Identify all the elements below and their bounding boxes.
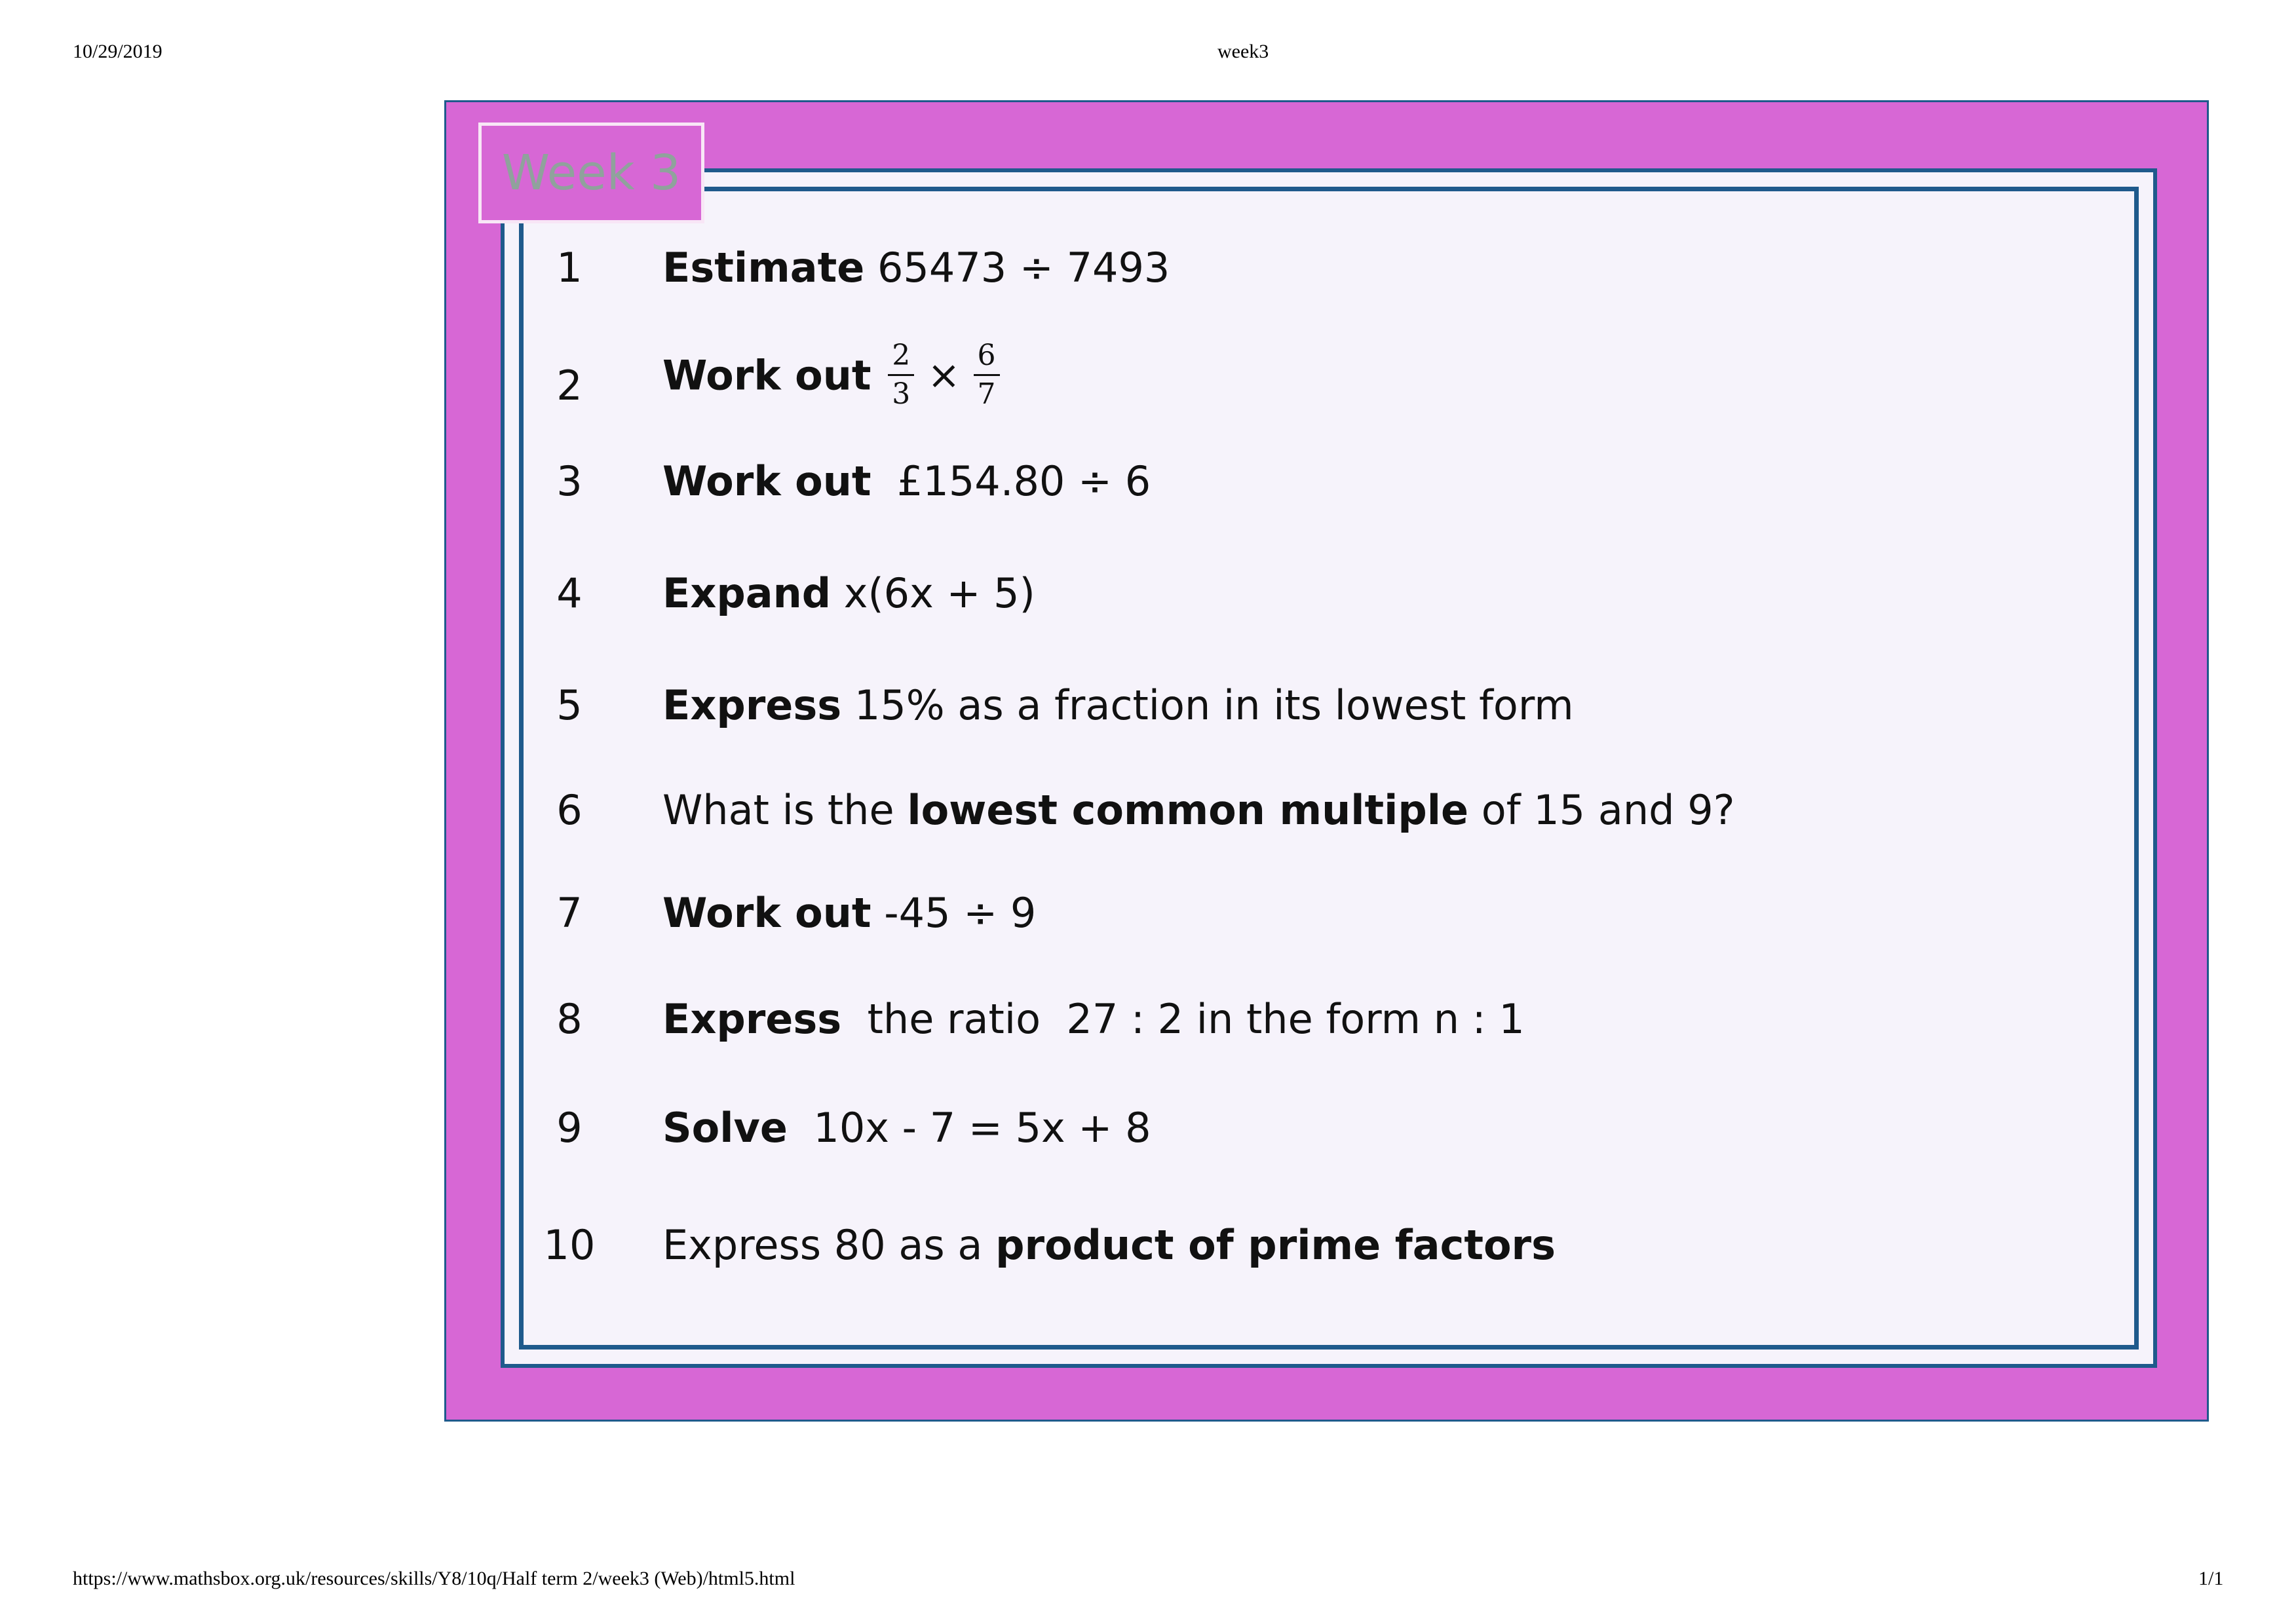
fraction-six-sevenths	[974, 341, 1000, 409]
question-keyword: Express	[662, 681, 842, 729]
question-body: 15% as a fraction in its lowest form	[841, 681, 1574, 729]
fraction-numerator: 6	[974, 341, 1000, 376]
fraction-two-thirds	[888, 341, 914, 409]
question-5	[556, 681, 1574, 729]
question-prefix: What is the	[662, 786, 908, 834]
question-number: 5	[556, 681, 583, 729]
question-body: £154.80 ÷ 6	[871, 457, 1151, 505]
question-keyword: Work out	[662, 351, 871, 399]
question-number: 7	[556, 889, 583, 937]
question-prefix: Express 80 as a	[662, 1221, 996, 1269]
question-3	[556, 457, 1151, 505]
question-body: -45 ÷ 9	[871, 889, 1037, 937]
print-url: https://www.mathsbox.org.uk/resources/skills/Y8/10q/Half term 2/week3 (Web)/html5.html	[73, 1568, 795, 1589]
fraction-denominator: 7	[977, 377, 996, 411]
question-body: 10x - 7 = 5x + 8	[787, 1104, 1151, 1152]
question-keyword: Solve	[662, 1104, 788, 1152]
multiply-sign: ×	[927, 352, 961, 398]
question-keyword: Estimate	[662, 244, 865, 292]
print-title: week3	[1217, 41, 1269, 62]
question-6	[556, 786, 1735, 834]
question-body: of 15 and 9?	[1468, 786, 1735, 834]
question-keyword: Work out	[662, 457, 871, 505]
question-number: 2	[556, 362, 583, 409]
question-number: 8	[556, 995, 583, 1043]
question-8	[556, 995, 1525, 1043]
week-label: Week 3	[478, 123, 704, 223]
question-keyword: Express	[662, 995, 842, 1043]
question-number: 3	[556, 457, 583, 505]
question-4	[556, 569, 1035, 617]
question-number: 1	[556, 244, 583, 292]
question-2	[556, 339, 1004, 411]
question-body: 65473 ÷ 7493	[864, 244, 1170, 292]
question-10	[543, 1221, 1556, 1269]
question-7	[556, 889, 1037, 937]
question-number: 10	[543, 1221, 596, 1269]
question-9	[556, 1104, 1151, 1152]
print-page-number: 1/1	[2198, 1568, 2224, 1589]
print-date: 10/29/2019	[73, 41, 163, 62]
question-body: x(6x + 5)	[831, 569, 1035, 617]
fraction-denominator: 3	[892, 377, 911, 411]
question-keyword: lowest common multiple	[907, 786, 1469, 834]
question-keyword: product of prime factors	[995, 1221, 1556, 1269]
question-body: the ratio 27 : 2 in the form n : 1	[841, 995, 1525, 1043]
slide	[444, 100, 2209, 1422]
question-1	[556, 244, 1170, 292]
question-keyword: Expand	[662, 569, 832, 617]
question-number: 6	[556, 786, 583, 834]
question-number: 9	[556, 1104, 583, 1152]
question-number: 4	[556, 569, 583, 617]
fraction-numerator: 2	[888, 341, 914, 376]
question-keyword: Work out	[662, 889, 871, 937]
